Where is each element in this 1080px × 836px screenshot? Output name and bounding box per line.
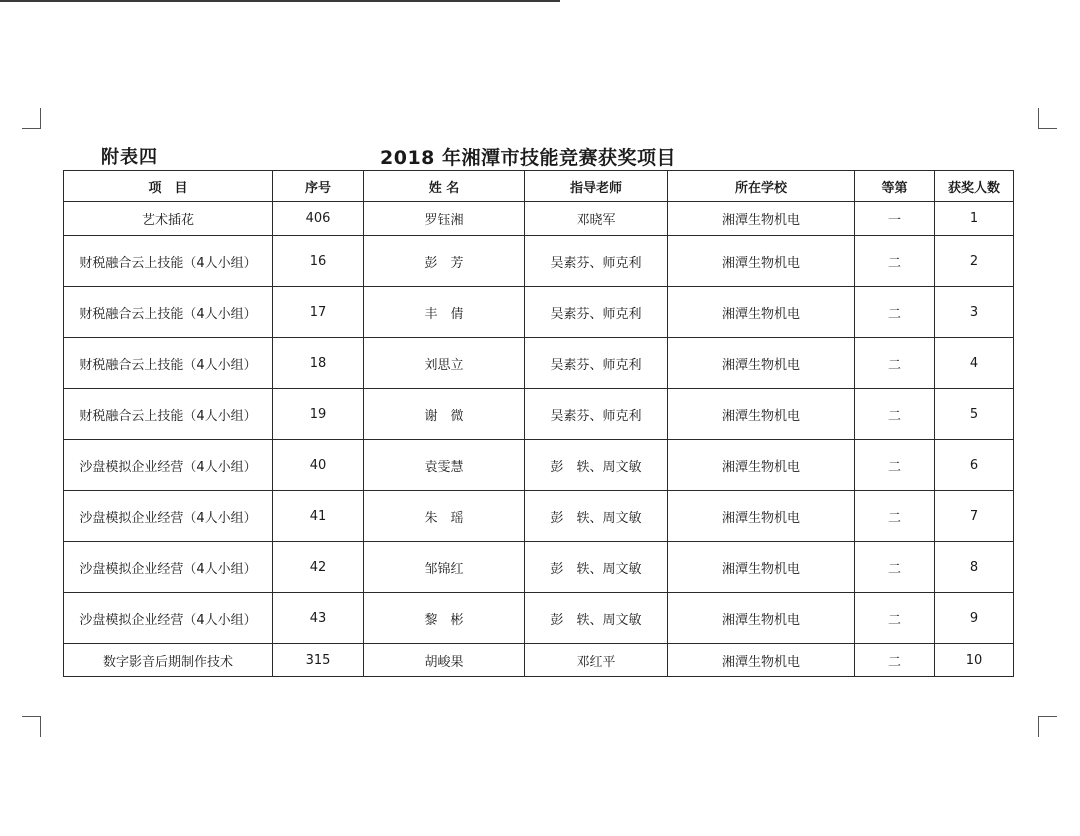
cell-teacher: 彭 轶、周文敏 [525,542,668,593]
cell-school: 湘潭生物机电 [668,338,855,389]
cell-name: 黎 彬 [364,593,525,644]
cell-name: 袁雯慧 [364,440,525,491]
table-row [64,593,1014,644]
cell-teacher: 吴素芬、师克利 [525,389,668,440]
cell-count: 9 [935,593,1014,644]
table-row [64,338,1014,389]
column-header-school: 所在学校 [668,171,855,202]
table-row [64,542,1014,593]
awards-table [63,170,1014,677]
cell-seq: 17 [273,287,364,338]
cell-teacher: 彭 轶、周文敏 [525,440,668,491]
crop-mark-bottom-left [22,716,41,737]
cell-project: 数字影音后期制作技术 [64,644,273,677]
cell-grade: 二 [855,287,935,338]
cell-project: 沙盘模拟企业经营（4人小组） [64,542,273,593]
cell-count: 4 [935,338,1014,389]
cell-project: 财税融合云上技能（4人小组） [64,338,273,389]
cell-name: 邹锦红 [364,542,525,593]
cell-seq: 40 [273,440,364,491]
cell-grade: 二 [855,440,935,491]
cell-school: 湘潭生物机电 [668,202,855,236]
cell-school: 湘潭生物机电 [668,593,855,644]
cell-seq: 41 [273,491,364,542]
cell-grade: 二 [855,491,935,542]
cell-school: 湘潭生物机电 [668,644,855,677]
attachment-label: 附表四 [101,147,158,168]
crop-mark-top-left [22,108,41,129]
cell-grade: 一 [855,202,935,236]
cell-school: 湘潭生物机电 [668,491,855,542]
cell-grade: 二 [855,593,935,644]
cell-teacher: 邓晓军 [525,202,668,236]
column-header-project: 项 目 [64,171,273,202]
cell-seq: 42 [273,542,364,593]
crop-mark-top-right [1038,108,1057,129]
cell-name: 罗钰湘 [364,202,525,236]
cell-teacher: 彭 轶、周文敏 [525,491,668,542]
cell-project: 财税融合云上技能（4人小组） [64,236,273,287]
cell-teacher: 吴素芬、师克利 [525,287,668,338]
cell-count: 7 [935,491,1014,542]
table-row [64,236,1014,287]
table-row [64,440,1014,491]
cell-name: 彭 芳 [364,236,525,287]
cell-count: 2 [935,236,1014,287]
cell-school: 湘潭生物机电 [668,236,855,287]
column-header-count: 获奖人数 [935,171,1014,202]
cell-name: 朱 瑶 [364,491,525,542]
table-row [64,287,1014,338]
column-header-teacher: 指导老师 [525,171,668,202]
cell-project: 沙盘模拟企业经营（4人小组） [64,491,273,542]
cell-project: 财税融合云上技能（4人小组） [64,389,273,440]
cell-count: 6 [935,440,1014,491]
cell-grade: 二 [855,236,935,287]
cell-teacher: 吴素芬、师克利 [525,338,668,389]
column-header-grade: 等第 [855,171,935,202]
cell-school: 湘潭生物机电 [668,440,855,491]
cell-seq: 16 [273,236,364,287]
cell-project: 财税融合云上技能（4人小组） [64,287,273,338]
cell-name: 刘思立 [364,338,525,389]
cell-count: 8 [935,542,1014,593]
cell-grade: 二 [855,338,935,389]
column-header-name: 姓 名 [364,171,525,202]
cell-teacher: 彭 轶、周文敏 [525,593,668,644]
cell-teacher: 吴素芬、师克利 [525,236,668,287]
cell-count: 1 [935,202,1014,236]
cell-grade: 二 [855,542,935,593]
cell-seq: 18 [273,338,364,389]
cell-seq: 43 [273,593,364,644]
cell-count: 10 [935,644,1014,677]
cell-school: 湘潭生物机电 [668,287,855,338]
cell-project: 沙盘模拟企业经营（4人小组） [64,593,273,644]
column-header-seq: 序号 [273,171,364,202]
cell-seq: 315 [273,644,364,677]
table-row [64,491,1014,542]
crop-mark-bottom-right [1038,716,1057,737]
cell-count: 3 [935,287,1014,338]
cell-grade: 二 [855,389,935,440]
cell-seq: 19 [273,389,364,440]
cell-name: 丰 倩 [364,287,525,338]
cell-school: 湘潭生物机电 [668,542,855,593]
cell-project: 艺术插花 [64,202,273,236]
cell-school: 湘潭生物机电 [668,389,855,440]
cell-count: 5 [935,389,1014,440]
table-header-row [64,171,1014,202]
cell-name: 谢 微 [364,389,525,440]
table-row [64,389,1014,440]
cell-name: 胡峻果 [364,644,525,677]
scan-edge-line [0,0,560,2]
cell-teacher: 邓红平 [525,644,668,677]
document-title: 2018 年湘潭市技能竞赛获奖项目 [380,147,676,169]
cell-seq: 406 [273,202,364,236]
table-row [64,202,1014,236]
cell-project: 沙盘模拟企业经营（4人小组） [64,440,273,491]
cell-grade: 二 [855,644,935,677]
table-row [64,644,1014,677]
